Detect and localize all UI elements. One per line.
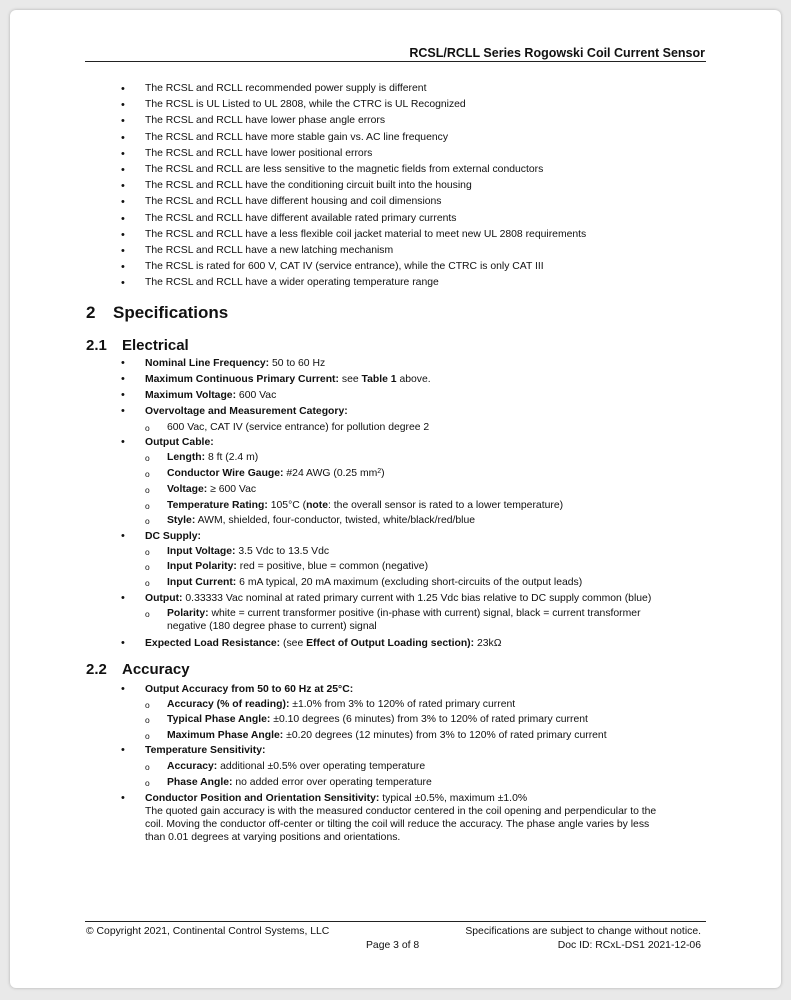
- note-label: note: [306, 500, 329, 511]
- spec-output-accuracy: [145, 683, 353, 696]
- spec-label: Phase Angle:: [167, 777, 233, 788]
- spec-label: Maximum Phase Angle:: [167, 730, 284, 741]
- spec-value: ±1.0% from 3% to 120% of rated primary current: [292, 699, 516, 710]
- spec-dc-supply: [145, 530, 201, 543]
- section-heading-specifications: [86, 303, 228, 323]
- spec-typical-phase-angle: [167, 713, 588, 726]
- spec-label: Input Polarity:: [167, 561, 237, 572]
- paragraph-line: coil. Moving the conductor off-center or tilting the coil will reduce the accuracy. The phase angle varies by less: [145, 819, 650, 830]
- spec-cable-wire-gauge: [167, 467, 385, 480]
- spec-value: additional ±0.5% over operating temperature: [220, 761, 426, 772]
- section-title: Specifications: [113, 303, 229, 322]
- spec-label: Polarity:: [167, 608, 209, 619]
- spec-max-voltage: [145, 389, 276, 402]
- spec-input-polarity: [167, 560, 428, 573]
- subsection-number: 2.1: [86, 337, 107, 354]
- spec-label: Maximum Continuous Primary Current:: [145, 374, 339, 385]
- paragraph-line: than 0.01 degrees at varying positions and orientations.: [145, 832, 401, 843]
- subsection-number: 2.2: [86, 661, 107, 678]
- spec-temperature-sensitivity: [145, 744, 266, 757]
- spec-output-cable: [145, 436, 214, 449]
- differences-list: [0, 82, 791, 292]
- spec-cable-temperature: [167, 499, 563, 512]
- paragraph-line: The quoted gain accuracy is with the measured conductor centered in the coil opening and perpendicular to the: [145, 806, 657, 817]
- footer-doc-id: Doc ID: RCxL-DS1 2021-12-06: [557, 940, 701, 951]
- spec-cable-length: [167, 451, 258, 464]
- spec-label: Accuracy:: [167, 761, 218, 772]
- spec-value: 0.33333 Vac nominal at rated primary current with 1.25 Vdc bias relative to DC supply common (blue): [185, 593, 652, 604]
- footer-copyright: © Copyright 2021, Continental Control Systems, LLC: [86, 926, 330, 937]
- table-reference: Table 1: [361, 374, 397, 385]
- spec-value: ≥ 600 Vac: [210, 484, 257, 495]
- spec-label: Temperature Sensitivity:: [145, 745, 266, 756]
- spec-label: Input Voltage:: [167, 546, 236, 557]
- spec-value: see: [341, 374, 359, 385]
- spec-value: 105°C (: [270, 500, 307, 511]
- list-item: • The RCSL and RCLL have lower positional errors: [0, 147, 791, 163]
- spec-nominal-line-frequency: [145, 357, 325, 370]
- spec-value: ): [381, 468, 385, 479]
- spec-overvoltage-category: [145, 405, 348, 418]
- spec-value: 50 to 60 Hz: [272, 358, 326, 369]
- spec-value: white = current transformer positive (in-phase with current) signal, black = current transformer: [211, 608, 641, 619]
- spec-value: ±0.20 degrees (12 minutes) from 3% to 120% of rated primary current: [286, 730, 607, 741]
- spec-label: Maximum Voltage:: [145, 390, 237, 401]
- spec-label: Conductor Position and Orientation Sensitivity:: [145, 793, 380, 804]
- list-item: • The RCSL and RCLL have different available rated primary currents: [0, 212, 791, 228]
- spec-value: 6 mA typical, 20 mA maximum (excluding short-circuits of the output leads): [239, 577, 583, 588]
- spec-label: Output:: [145, 593, 183, 604]
- spec-label: Output Accuracy from 50 to 60 Hz at 25°C:: [145, 684, 354, 695]
- spec-cable-style: [167, 514, 475, 527]
- spec-value: 23kΩ: [476, 638, 502, 649]
- subsection-heading-accuracy: [86, 661, 190, 678]
- spec-overvoltage-value: [167, 421, 429, 434]
- spec-label: Expected Load Resistance:: [145, 638, 281, 649]
- spec-value: 600 Vac, CAT IV (service entrance) for pollution degree 2: [167, 422, 430, 433]
- header-rule: [85, 61, 706, 62]
- spec-cable-voltage: [167, 483, 256, 496]
- list-item: • The RCSL is rated for 600 V, CAT IV (service entrance), while the CTRC is only CAT III: [0, 260, 791, 276]
- subsection-heading-electrical: [86, 337, 189, 354]
- spec-value: : the overall sensor is rated to a lower temperature): [328, 500, 564, 511]
- spec-temp-accuracy: [167, 760, 425, 773]
- section-number: 2: [86, 303, 96, 322]
- footer-notice: Specifications are subject to change without notice.: [465, 926, 701, 937]
- list-item: • The RCSL and RCLL have a wider operating temperature range: [0, 276, 791, 292]
- spec-label: Accuracy (% of reading):: [167, 699, 290, 710]
- spec-label: Temperature Rating:: [167, 500, 268, 511]
- spec-value: no added error over operating temperature: [235, 777, 432, 788]
- spec-value: ±0.10 degrees (6 minutes) from 3% to 120% of rated primary current: [273, 714, 588, 725]
- spec-conductor-position: [145, 792, 527, 805]
- list-item: • The RCSL is UL Listed to UL 2808, while the CTRC is UL Recognized: [0, 98, 791, 114]
- spec-output-polarity: [167, 607, 641, 620]
- spec-value: 3.5 Vdc to 13.5 Vdc: [238, 546, 330, 557]
- subsection-title: Electrical: [122, 337, 189, 354]
- spec-value: 8 ft (2.4 m): [207, 452, 259, 463]
- footer-rule: [85, 921, 706, 922]
- list-item: • The RCSL and RCLL have a new latching mechanism: [0, 244, 791, 260]
- subsection-title: Accuracy: [122, 661, 190, 678]
- spec-value: typical ±0.5%, maximum ±1.0%: [382, 793, 528, 804]
- spec-label: DC Supply:: [145, 531, 201, 542]
- spec-label: Input Current:: [167, 577, 237, 588]
- spec-label: Voltage:: [167, 484, 208, 495]
- spec-input-voltage: [167, 545, 329, 558]
- spec-label: Length:: [167, 452, 206, 463]
- spec-value: AWM, shielded, four-conductor, twisted, white/black/red/blue: [197, 515, 476, 526]
- spec-value: #24 AWG (0.25 mm: [286, 468, 378, 479]
- spec-value: above.: [399, 374, 431, 385]
- spec-output-polarity-cont: [167, 620, 377, 633]
- list-item: • The RCSL and RCLL have more stable gain vs. AC line frequency: [0, 131, 791, 147]
- spec-label: Typical Phase Angle:: [167, 714, 271, 725]
- list-item: • The RCSL and RCLL have a less flexible coil jacket material to meet new UL 2808 requirements: [0, 228, 791, 244]
- spec-value: (see: [283, 638, 304, 649]
- spec-label: Output Cable:: [145, 437, 214, 448]
- spec-input-current: [167, 576, 582, 589]
- spec-expected-load-resistance: [145, 637, 502, 650]
- spec-output: [145, 592, 651, 605]
- spec-value: red = positive, blue = common (negative): [239, 561, 429, 572]
- header-title: RCSL/RCLL Series Rogowski Coil Current Sensor: [409, 46, 705, 60]
- footer-page-number: Page 3 of 8: [366, 940, 420, 951]
- list-item: • The RCSL and RCLL have different housing and coil dimensions: [0, 195, 791, 211]
- list-item: • The RCSL and RCLL have lower phase angle errors: [0, 114, 791, 130]
- list-item: • The RCSL and RCLL recommended power supply is different: [0, 82, 791, 98]
- spec-maximum-phase-angle: [167, 729, 607, 742]
- superscript: 2: [377, 468, 382, 475]
- spec-max-continuous-current: [145, 373, 431, 386]
- spec-label: Style:: [167, 515, 196, 526]
- spec-label: Conductor Wire Gauge:: [167, 468, 284, 479]
- spec-temp-phase-angle: [167, 776, 432, 789]
- spec-accuracy-reading: [167, 698, 515, 711]
- section-reference: Effect of Output Loading section):: [306, 638, 475, 649]
- spec-value: 600 Vac: [238, 390, 277, 401]
- list-item: • The RCSL and RCLL are less sensitive to the magnetic fields from external conductors: [0, 163, 791, 179]
- list-item: • The RCSL and RCLL have the conditioning circuit built into the housing: [0, 179, 791, 195]
- spec-label: Nominal Line Frequency:: [145, 358, 270, 369]
- spec-label: Overvoltage and Measurement Category:: [145, 406, 348, 417]
- spec-value: negative (180 degree phase to current) signal: [167, 621, 377, 632]
